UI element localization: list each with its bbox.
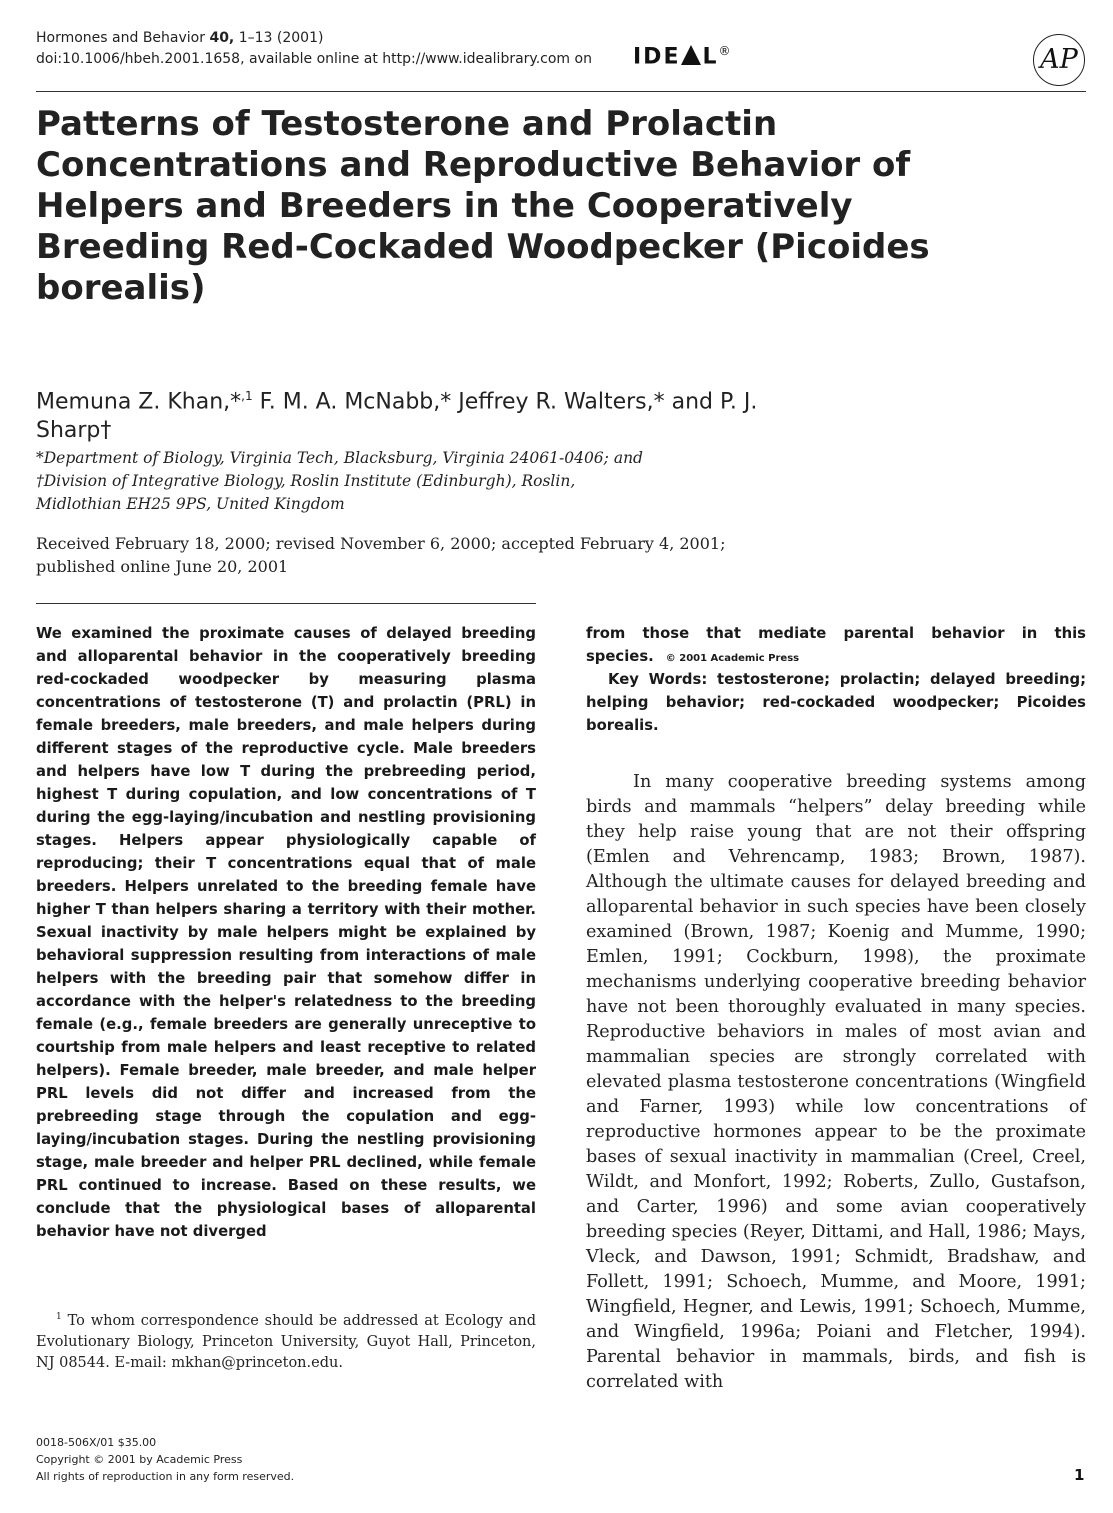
author-others: F. M. A. McNabb,* Jeffrey R. Walters,* and P. J. Sharp†: [36, 389, 758, 444]
body-paragraph: In many cooperative breeding systems among birds and mammals “helpers” delay breeding while they help raise young that are not their offspring (Emlen and Vehrencamp, 1983; Brown, 1987). Although the ultimate causes for delayed breeding and alloparental behavior in such species have been closely examined (Brown, 1987; Koenig and Mumme, 1990; Emlen, 1991; Cockburn, 1998), the proximate mechanisms underlying cooperative breeding behavior have not been thoroughly evaluated in many species. Reproductive behaviors in males of most avian and mammalian species are strongly correlated with elevated plasma testosterone concentrations (Wingfield and Farner, 1993) while low concentrations of reproductive hormones appear to be the proximate bases of sexual inactivity in mammalian (Creel, Creel, Wildt, and Monfort, 1992; Roberts, Zullo, Gustafson, and Carter, 1996) and some avian cooperatively breeding species (Reyer, Dittami, and Hall, 1986; Mays, Vleck, and Dawson, 1991; Schmidt, Bradshaw, and Follett, 1991; Schoech, Mumme, and Moore, 1991; Wingfield, Hegner, and Lewis, 1991; Schoech, Mumme, and Wingfield, 1996a; Poiani and Fletcher, 1994). Parental behavior in mammals, birds, and fish is correlated with: [586, 772, 1086, 1392]
doi-line[interactable]: doi:10.1006/hbeh.2001.1658, available online at http://www.idealibrary.com on: [36, 51, 592, 67]
author-footnote-mark: ,1: [241, 389, 253, 403]
journal-pages: 1–13 (2001): [234, 30, 324, 46]
ideal-logo-left: IDE: [633, 44, 681, 70]
ap-publisher-logo: AP: [1033, 34, 1085, 86]
ideal-triangle-icon: [681, 45, 701, 65]
abstract-text: We examined the proximate causes of delayed breeding and alloparental behavior in the cooperatively breeding red-cockaded woodpecker by measuring plasma concentrations of testosterone (T) and prolactin (PRL) in female breeders, male breeders, and male helpers during different stages of the reproductive cycle. Male breeders and helpers have low T during the prebreeding period, highest T during copulation, and low concentrations of T during the egg-laying/incubation and nestling provisioning stages. Helpers appear physiologically capable of reproducing; their T concentrations equal that of male breeders. Helpers unrelated to the breeding female have higher T than helpers sharing a territory with their mother. Sexual inactivity by male helpers might be explained by behavioral suppression resulting from interactions of male helpers with the breeding pair that somehow differ in accordance with the helper's relatedness to the breeding female (e.g., female breeders are generally unreceptive to courtship from male helpers and least receptive to related helpers). Female breeder, male breeder, and male helper PRL levels did not differ and increased from the prebreeding stage through the copulation and egg-laying/incubation stages. During the nestling provisioning stage, male breeder and helper PRL declined, while female PRL continued to increase. Based on these results, we conclude that the physiological bases of alloparental behavior have not diverged: [36, 625, 536, 1240]
footnote-text: To whom correspondence should be addressed at Ecology and Evolutionary Biology, Princeton University, Guyot Hall, Princeton, NJ 08544. E-mail: mkhan@princeton.edu.: [36, 1312, 536, 1371]
registered-mark: ®: [718, 44, 731, 58]
journal-name: Hormones and Behavior: [36, 30, 210, 46]
abstract-copyright: © 2001 Academic Press: [665, 653, 800, 664]
ideal-logo[interactable]: [633, 44, 731, 69]
footer-rights: All rights of reproduction in any form reserved.: [36, 1470, 295, 1483]
affiliation-line: †Division of Integrative Biology, Roslin Institute (Edinburgh), Roslin,: [36, 472, 576, 490]
author-khan: Memuna Z. Khan,*: [36, 389, 242, 415]
author-list: [36, 382, 796, 445]
page-number: 1: [1074, 1466, 1085, 1484]
header-divider: [36, 91, 1086, 92]
abstract-divider: [36, 603, 536, 604]
article-dates: Received February 18, 2000; revised November 6, 2000; accepted February 4, 2001; published online June 20, 2001: [36, 534, 726, 576]
journal-volume: 40,: [209, 30, 235, 46]
footnote-mark: 1: [56, 1312, 62, 1322]
article-title: Patterns of Testosterone and Prolactin Concentrations and Reproductive Behavior of Helpers and Breeders in the Cooperatively Breeding Red-Cockaded Woodpecker (Picoides borealis): [36, 104, 930, 308]
affiliations: [36, 447, 736, 516]
footnote: [36, 1307, 536, 1374]
affiliation-line: Midlothian EH25 9PS, United Kingdom: [36, 495, 345, 513]
keywords: Key Words: testosterone; prolactin; delayed breeding; helping behavior; red-cockaded woodpecker; Picoides borealis.: [586, 671, 1086, 734]
abstract-continuation: [586, 622, 1086, 670]
affiliation-line: *Department of Biology, Virginia Tech, Blacksburg, Virginia 24061-0406; and: [36, 449, 643, 467]
journal-citation: [36, 30, 323, 46]
footer-issn: 0018-506X/01 $35.00: [36, 1436, 157, 1449]
footer-copyright: Copyright © 2001 by Academic Press: [36, 1453, 243, 1466]
abstract-end: from those that mediate parental behavior in this species.: [586, 625, 1086, 665]
ideal-logo-right: L: [702, 44, 719, 70]
